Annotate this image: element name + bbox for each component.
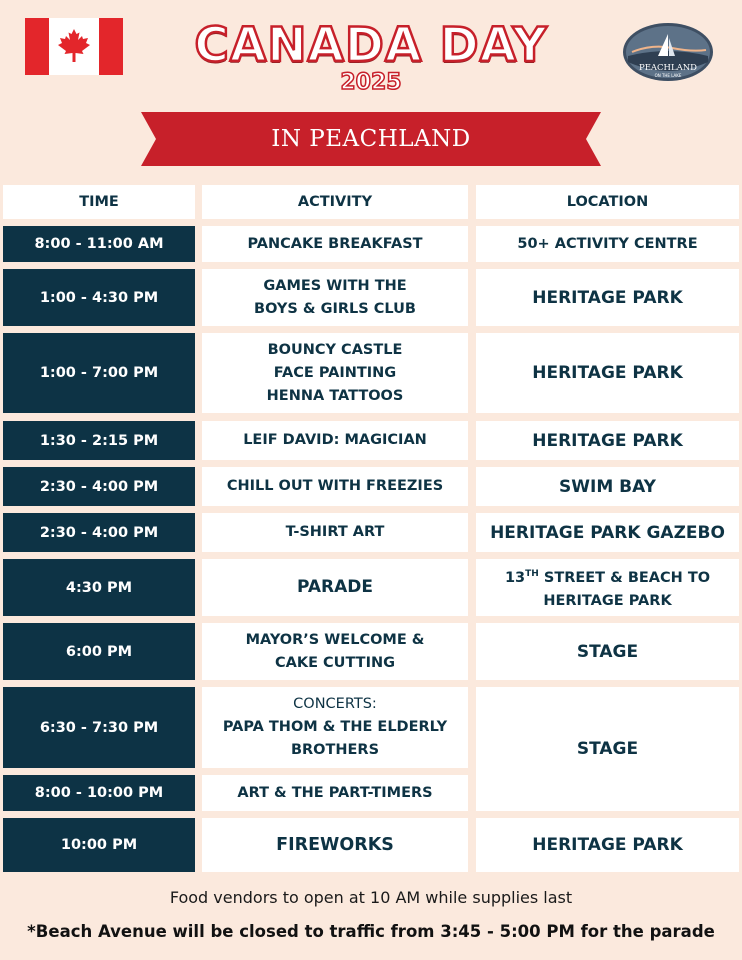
page-year: 2025: [340, 70, 402, 95]
subtitle-banner: [141, 112, 601, 166]
row-time: 8:00 - 11:00 AM: [3, 226, 195, 262]
peachland-logo: [622, 22, 714, 82]
row-activity: ART & THE PART-TIMERS: [202, 775, 468, 811]
row-time: 2:30 - 4:00 PM: [3, 513, 195, 552]
row-activity: LEIF DAVID: MAGICIAN: [202, 421, 468, 460]
row-time: 2:30 - 4:00 PM: [3, 467, 195, 506]
row-time: 6:30 - 7:30 PM: [3, 687, 195, 768]
row-time: 1:30 - 2:15 PM: [3, 421, 195, 460]
row-time: 1:00 - 7:00 PM: [3, 333, 195, 413]
vendor-note: Food vendors to open at 10 AM while supplies last: [169, 888, 573, 907]
banner-title: IN PEACHLAND: [271, 126, 471, 152]
row-location: 13TH STREET & BEACH TO HERITAGE PARK: [476, 559, 739, 616]
row-activity: CONCERTS: PAPA THOM & THE ELDERLY BROTHERS: [202, 687, 468, 768]
row-location: SWIM BAY: [476, 467, 739, 506]
row-activity: MAYOR’S WELCOME & CAKE CUTTING: [202, 623, 468, 680]
row-time: 10:00 PM: [3, 818, 195, 872]
row-activity: T-SHIRT ART: [202, 513, 468, 552]
road-closure-notice: *Beach Avenue will be closed to traffic from 3:45 - 5:00 PM for the parade: [27, 922, 715, 941]
column-header-time: TIME: [3, 185, 195, 219]
column-header-activity: ACTIVITY: [202, 185, 468, 219]
page-title: CANADA DAY: [194, 18, 548, 73]
row-activity: CHILL OUT WITH FREEZIES: [202, 467, 468, 506]
row-location: HERITAGE PARK: [476, 333, 739, 413]
row-location: STAGE: [476, 623, 739, 680]
column-header-location: LOCATION: [476, 185, 739, 219]
row-location: HERITAGE PARK: [476, 818, 739, 872]
row-time: 6:00 PM: [3, 623, 195, 680]
row-location: HERITAGE PARK: [476, 269, 739, 326]
row-activity: PANCAKE BREAKFAST: [202, 226, 468, 262]
row-location: STAGE: [476, 687, 739, 811]
row-location: 50+ ACTIVITY CENTRE: [476, 226, 739, 262]
svg-text:ON THE LAKE: ON THE LAKE: [654, 73, 682, 78]
row-activity: FIREWORKS: [202, 818, 468, 872]
canada-flag-icon: [25, 18, 123, 75]
row-activity: BOUNCY CASTLE FACE PAINTING HENNA TATTOOS: [202, 333, 468, 413]
row-time: 8:00 - 10:00 PM: [3, 775, 195, 811]
row-activity: GAMES WITH THE BOYS & GIRLS CLUB: [202, 269, 468, 326]
row-location: HERITAGE PARK GAZEBO: [476, 513, 739, 552]
row-time: 1:00 - 4:30 PM: [3, 269, 195, 326]
svg-text:PEACHLAND: PEACHLAND: [638, 63, 698, 73]
row-location: HERITAGE PARK: [476, 421, 739, 460]
row-activity: PARADE: [202, 559, 468, 616]
row-time: 4:30 PM: [3, 559, 195, 616]
